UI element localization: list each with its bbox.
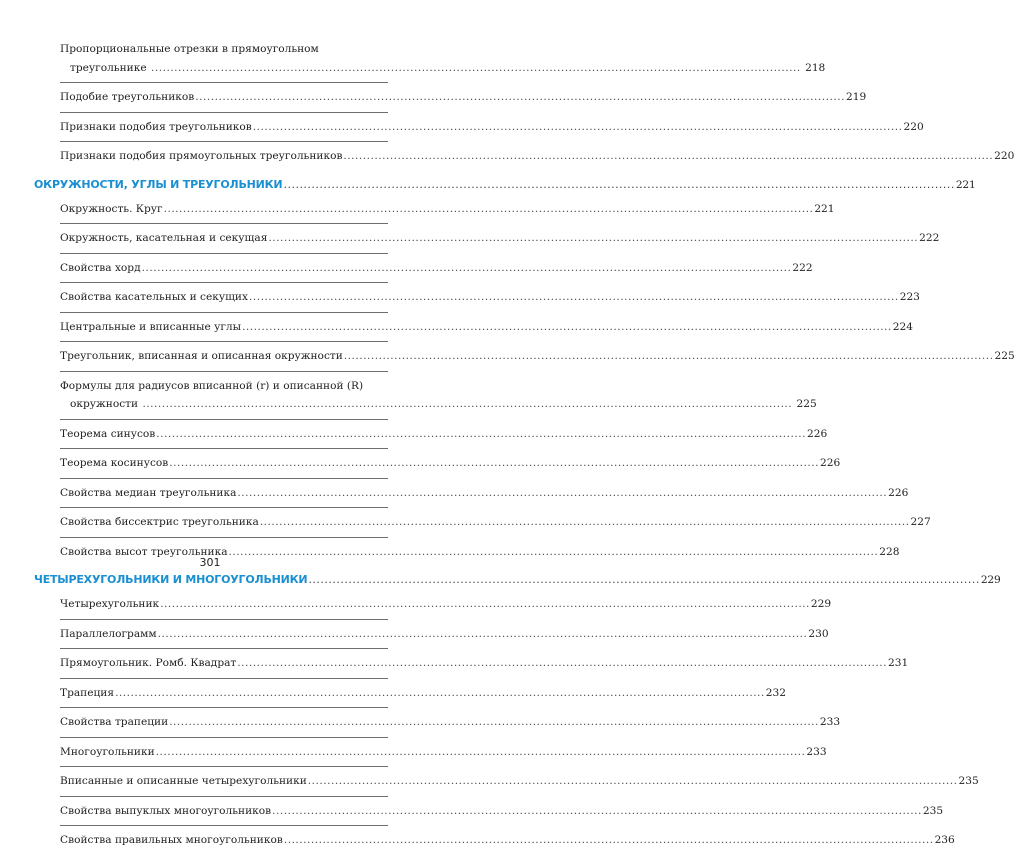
toc-entry-bisectors[interactable] [34,513,931,532]
toc-page-number: 235 [922,804,944,817]
toc-entry-law-of-sines[interactable] [34,425,828,444]
toc-entry-title: Пропорциональные отрезки в прямоугольном [60,43,319,55]
divider [60,478,388,479]
toc-entry-title: Формулы для радиусов вписанной (r) и описанной (R) [60,379,364,392]
toc-entry-quadrilateral[interactable] [34,595,832,614]
leader-dots [242,318,892,337]
toc-entry-title: Свойства биссектрис треугольника [60,516,259,528]
toc-page-number: 224 [892,320,914,333]
toc-entry-title-cont: окружности [70,398,139,410]
toc-page-number: 236 [934,834,955,846]
leader-dots [343,147,993,166]
leader-dots [344,347,994,366]
toc-entry-chords[interactable] [34,259,813,278]
toc-page-number: 222 [919,232,940,244]
toc-entry-regular-polygons[interactable] [34,831,955,850]
toc-entry-title: Свойства медиан треугольника [60,486,237,499]
toc-page-number: 226 [819,457,841,469]
toc-page-number: 218 [805,61,826,74]
divider [60,825,388,826]
divider [60,707,388,708]
toc-entry-trapezoid-properties[interactable] [34,713,841,732]
toc-page-number: 219 [845,91,867,103]
leader-dots [115,684,765,703]
leader-dots [169,454,819,473]
toc-entry-title: Теорема косинусов [60,457,169,469]
leader-dots [151,62,801,74]
leader-dots [260,513,910,532]
toc-entry-title: Центральные и вписанные углы [60,320,242,333]
toc-entry-similarity[interactable] [34,88,867,107]
toc-entry-title: Свойства выпуклых многоугольников [60,804,272,817]
toc-entry-parallelogram[interactable] [34,625,829,644]
toc-entry-title: Окружность, касательная и секущая [60,232,268,244]
toc-page-number: 227 [910,516,931,528]
toc-page-number: 226 [888,486,909,499]
toc-entry-title: Четырехугольник [60,598,160,610]
toc-page-number: 225 [994,350,1015,362]
divider [60,371,388,372]
toc-page-number: 220 [903,120,924,133]
leader-dots [160,595,810,614]
toc-entry-title: Свойства хорд [60,261,141,274]
toc-entry-radius-formulas[interactable] [34,377,817,414]
toc-page-number: 226 [807,427,828,440]
toc-entry-inscribed-circumscribed[interactable] [34,347,1015,366]
leader-dots [142,259,792,278]
divider [60,619,388,620]
leader-dots [156,743,806,762]
toc-entry-title: Свойства правильных многоугольников [60,834,283,846]
leader-dots [272,802,922,821]
toc-page-number: 229 [980,574,1001,586]
toc-entry-title: Прямоугольник. Ромб. Квадрат [60,657,237,669]
toc-entry-title: Треугольник, вписанная и описанная окружности [60,350,343,362]
toc-entry-title: Свойства касательных и секущих [60,291,248,303]
toc-entry-title: Многоугольники [60,745,155,758]
leader-dots [156,425,806,444]
toc-entry-title: Подобие треугольников [60,91,195,103]
toc-page-number: 225 [796,398,817,410]
toc-entry-similarity-criteria[interactable] [34,118,924,137]
divider [60,507,388,508]
toc-entry-title: Свойства высот треугольника [60,545,228,558]
leader-dots [158,625,808,644]
toc-page-number: 229 [810,598,832,610]
toc-entry-law-of-cosines[interactable] [34,454,841,473]
toc-page-number: 220 [994,150,1015,162]
leader-dots [268,229,918,248]
toc-entry-medians[interactable] [34,484,909,503]
toc-entry-title: Окружность. Круг [60,202,163,215]
leader-dots [253,118,903,137]
table-of-contents [34,40,1015,850]
divider [60,766,388,767]
page-number: 301 [199,556,221,569]
divider [60,341,388,342]
toc-page-number: 232 [765,686,787,699]
divider [60,678,388,679]
toc-page-number: 223 [899,291,920,303]
toc-section-circles[interactable] [34,176,976,194]
toc-entry-title: Признаки подобия треугольников [60,120,252,133]
toc-page-number: 235 [958,775,979,787]
leader-dots [169,713,819,732]
divider [60,312,388,313]
leader-dots [308,571,979,589]
divider [60,796,388,797]
toc-entry-trapezoid[interactable] [34,684,787,703]
toc-page-number: 231 [888,657,909,669]
divider [60,282,388,283]
toc-entry-right-similarity-criteria[interactable] [34,147,1015,166]
toc-entry-proportional-segments[interactable] [34,40,826,77]
divider [60,253,388,254]
toc-page-number: 233 [806,745,827,758]
divider [60,223,388,224]
leader-dots [164,200,814,219]
divider [60,141,388,142]
toc-section-title: ОКРУЖНОСТИ, УГЛЫ И ТРЕУГОЛЬНИКИ [34,177,283,191]
toc-entry-title: Вписанные и описанные четырехугольники [60,775,307,787]
divider [60,737,388,738]
toc-entry-angles[interactable] [34,318,914,337]
toc-entry-title: Признаки подобия прямоугольных треугольников [60,150,343,162]
toc-page-number: 233 [819,716,841,728]
toc-entry-circle[interactable] [34,200,835,219]
toc-page-number: 222 [792,261,813,274]
toc-page-number: 228 [879,545,900,558]
leader-dots [249,288,899,307]
toc-page-number: 221 [955,178,976,191]
toc-page-number: 221 [814,202,835,215]
toc-page-number: 230 [808,627,829,640]
toc-entry-title: Теорема синусов [60,427,156,440]
toc-entry-polygons[interactable] [34,743,827,762]
toc-section-title: ЧЕТЫРЕХУГОЛЬНИКИ И МНОГОУГОЛЬНИКИ [34,573,308,586]
toc-entry-title: Трапеция [60,686,115,699]
leader-dots [142,398,792,410]
toc-entry-rectangle-rhombus-square[interactable] [34,654,909,673]
toc-section-quadrilaterals[interactable] [34,571,1001,589]
toc-entry-inscribed-quadrilaterals[interactable] [34,772,979,791]
divider [60,448,388,449]
divider [60,82,388,83]
divider [60,112,388,113]
leader-dots [283,176,954,194]
leader-dots [284,831,934,850]
divider [60,419,388,420]
toc-entry-title: Параллелограмм [60,627,157,640]
toc-entry-tangent-secant[interactable] [34,229,940,248]
toc-entry-title: Свойства трапеции [60,716,169,728]
leader-dots [308,772,958,791]
leader-dots [237,484,887,503]
toc-entry-title-cont: треугольнике [70,61,147,74]
divider [60,648,388,649]
toc-entry-tangents-secants[interactable] [34,288,920,307]
divider [60,537,388,538]
toc-entry-convex-polygons[interactable] [34,802,944,821]
leader-dots [237,654,887,673]
leader-dots [195,88,845,107]
